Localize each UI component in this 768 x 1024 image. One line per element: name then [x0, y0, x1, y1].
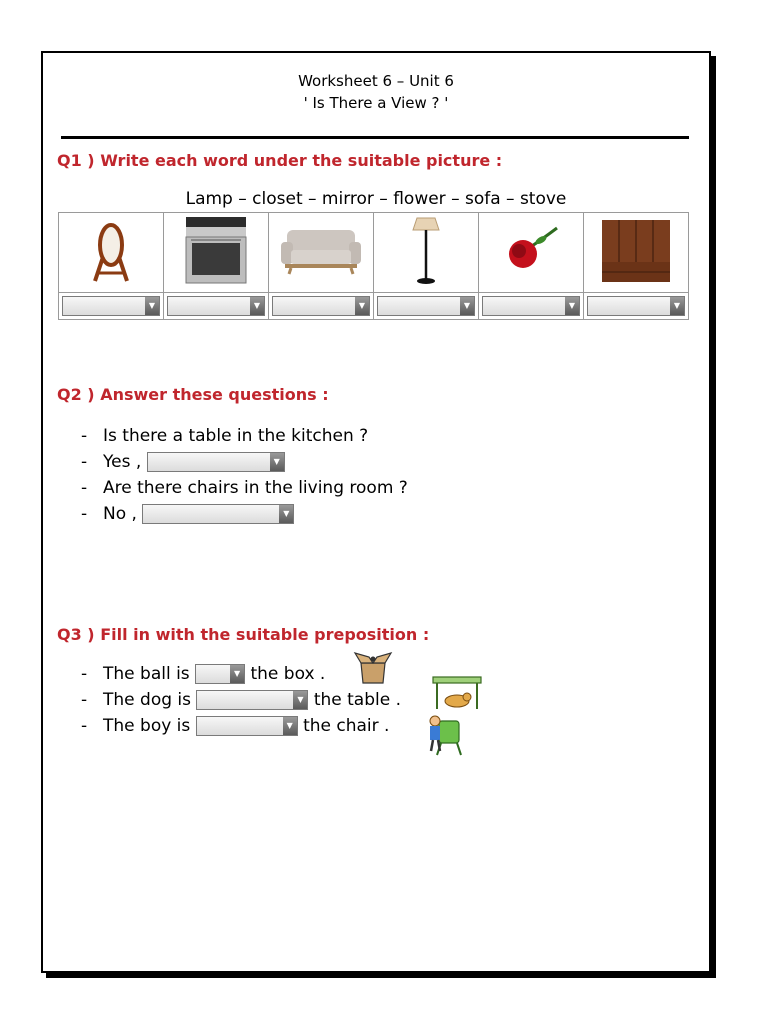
q3-heading: Q3 ) Fill in with the suitable preposition :: [57, 625, 430, 644]
chevron-down-icon: ▼: [270, 453, 284, 471]
picture-cell-flower: [479, 213, 584, 293]
stove-icon: [183, 215, 249, 287]
bullet-dash: -: [81, 504, 88, 524]
chevron-down-icon: ▼: [565, 297, 579, 315]
q3-sentence-2-start: The dog is: [103, 690, 191, 710]
q3-sentence-3-start: The boy is: [103, 716, 191, 736]
picture-answer-cell: [164, 293, 269, 320]
q2-answer-1-dropdown[interactable]: [147, 452, 285, 472]
picture-cell-mirror: [59, 213, 164, 293]
q3-answer-2-dropdown[interactable]: [196, 690, 308, 710]
q3-sentence-3-end: the chair .: [303, 716, 390, 736]
picture-answer-cell: [59, 293, 164, 320]
list-item: [81, 687, 401, 713]
lamp-icon: [406, 216, 446, 286]
q3-answer-3-dropdown[interactable]: [196, 716, 298, 736]
boy-chair-icon: [425, 713, 465, 757]
chevron-down-icon: ▼: [145, 297, 159, 315]
title-line-1: Worksheet 6 – Unit 6: [298, 72, 454, 90]
chevron-down-icon: ▼: [279, 505, 293, 523]
q1-heading: Q1 ) Write each word under the suitable picture :: [57, 151, 503, 170]
q3-sentence-1-start: The ball is: [103, 664, 190, 684]
worksheet-title: [43, 70, 709, 114]
chevron-down-icon: ▼: [355, 297, 369, 315]
bullet-dash: -: [81, 478, 88, 498]
sofa-icon: [279, 226, 363, 276]
q2-answer-2-prefix: No ,: [103, 504, 137, 524]
q3-sentence-1-end: the box .: [250, 664, 326, 684]
answer-dropdown-sofa[interactable]: [272, 296, 370, 316]
bullet-dash: -: [81, 452, 88, 472]
chevron-down-icon: ▼: [250, 297, 264, 315]
chevron-down-icon: ▼: [230, 665, 244, 683]
list-item: [81, 423, 408, 449]
chevron-down-icon: ▼: [283, 717, 297, 735]
answer-dropdown-lamp[interactable]: [377, 296, 475, 316]
answer-dropdown-mirror[interactable]: [62, 296, 160, 316]
picture-answer-cell: [479, 293, 584, 320]
picture-cell-stove: [164, 213, 269, 293]
title-line-2: ' Is There a View ? ': [303, 94, 449, 112]
q3-sentence-2-end: the table .: [313, 690, 401, 710]
dog-under-table-icon: [431, 675, 483, 711]
bullet-dash: -: [81, 426, 88, 446]
chevron-down-icon: ▼: [293, 691, 307, 709]
picture-answer-cell: [374, 293, 479, 320]
picture-cell-lamp: [374, 213, 479, 293]
answer-dropdown-flower[interactable]: [482, 296, 580, 316]
mirror-icon: [81, 217, 141, 285]
chevron-down-icon: ▼: [670, 297, 684, 315]
box-icon: [353, 649, 393, 685]
title-divider: [61, 136, 689, 139]
closet-icon: [600, 218, 672, 284]
picture-answer-cell: [584, 293, 689, 320]
list-item: [81, 713, 401, 739]
q2-question-2: Are there chairs in the living room ?: [103, 478, 408, 498]
list-item: [81, 449, 408, 475]
picture-table: [58, 212, 689, 320]
q2-list: [81, 423, 408, 527]
list-item: [81, 475, 408, 501]
answer-dropdown-stove[interactable]: [167, 296, 265, 316]
flower-icon: [501, 226, 561, 276]
bullet-dash: -: [81, 716, 88, 736]
word-bank: Lamp – closet – mirror – flower – sofa – stove: [185, 189, 567, 209]
list-item: [81, 501, 408, 527]
chevron-down-icon: ▼: [460, 297, 474, 315]
q2-heading: Q2 ) Answer these questions :: [57, 385, 329, 404]
answer-dropdown-closet[interactable]: [587, 296, 685, 316]
q2-question-1: Is there a table in the kitchen ?: [103, 426, 369, 446]
bullet-dash: -: [81, 664, 88, 684]
picture-answer-cell: [269, 293, 374, 320]
picture-cell-closet: [584, 213, 689, 293]
q3-answer-1-dropdown[interactable]: [195, 664, 245, 684]
q2-answer-2-dropdown[interactable]: [142, 504, 294, 524]
picture-cell-sofa: [269, 213, 374, 293]
worksheet-page: [41, 51, 711, 973]
bullet-dash: -: [81, 690, 88, 710]
q2-answer-1-prefix: Yes ,: [103, 452, 142, 472]
